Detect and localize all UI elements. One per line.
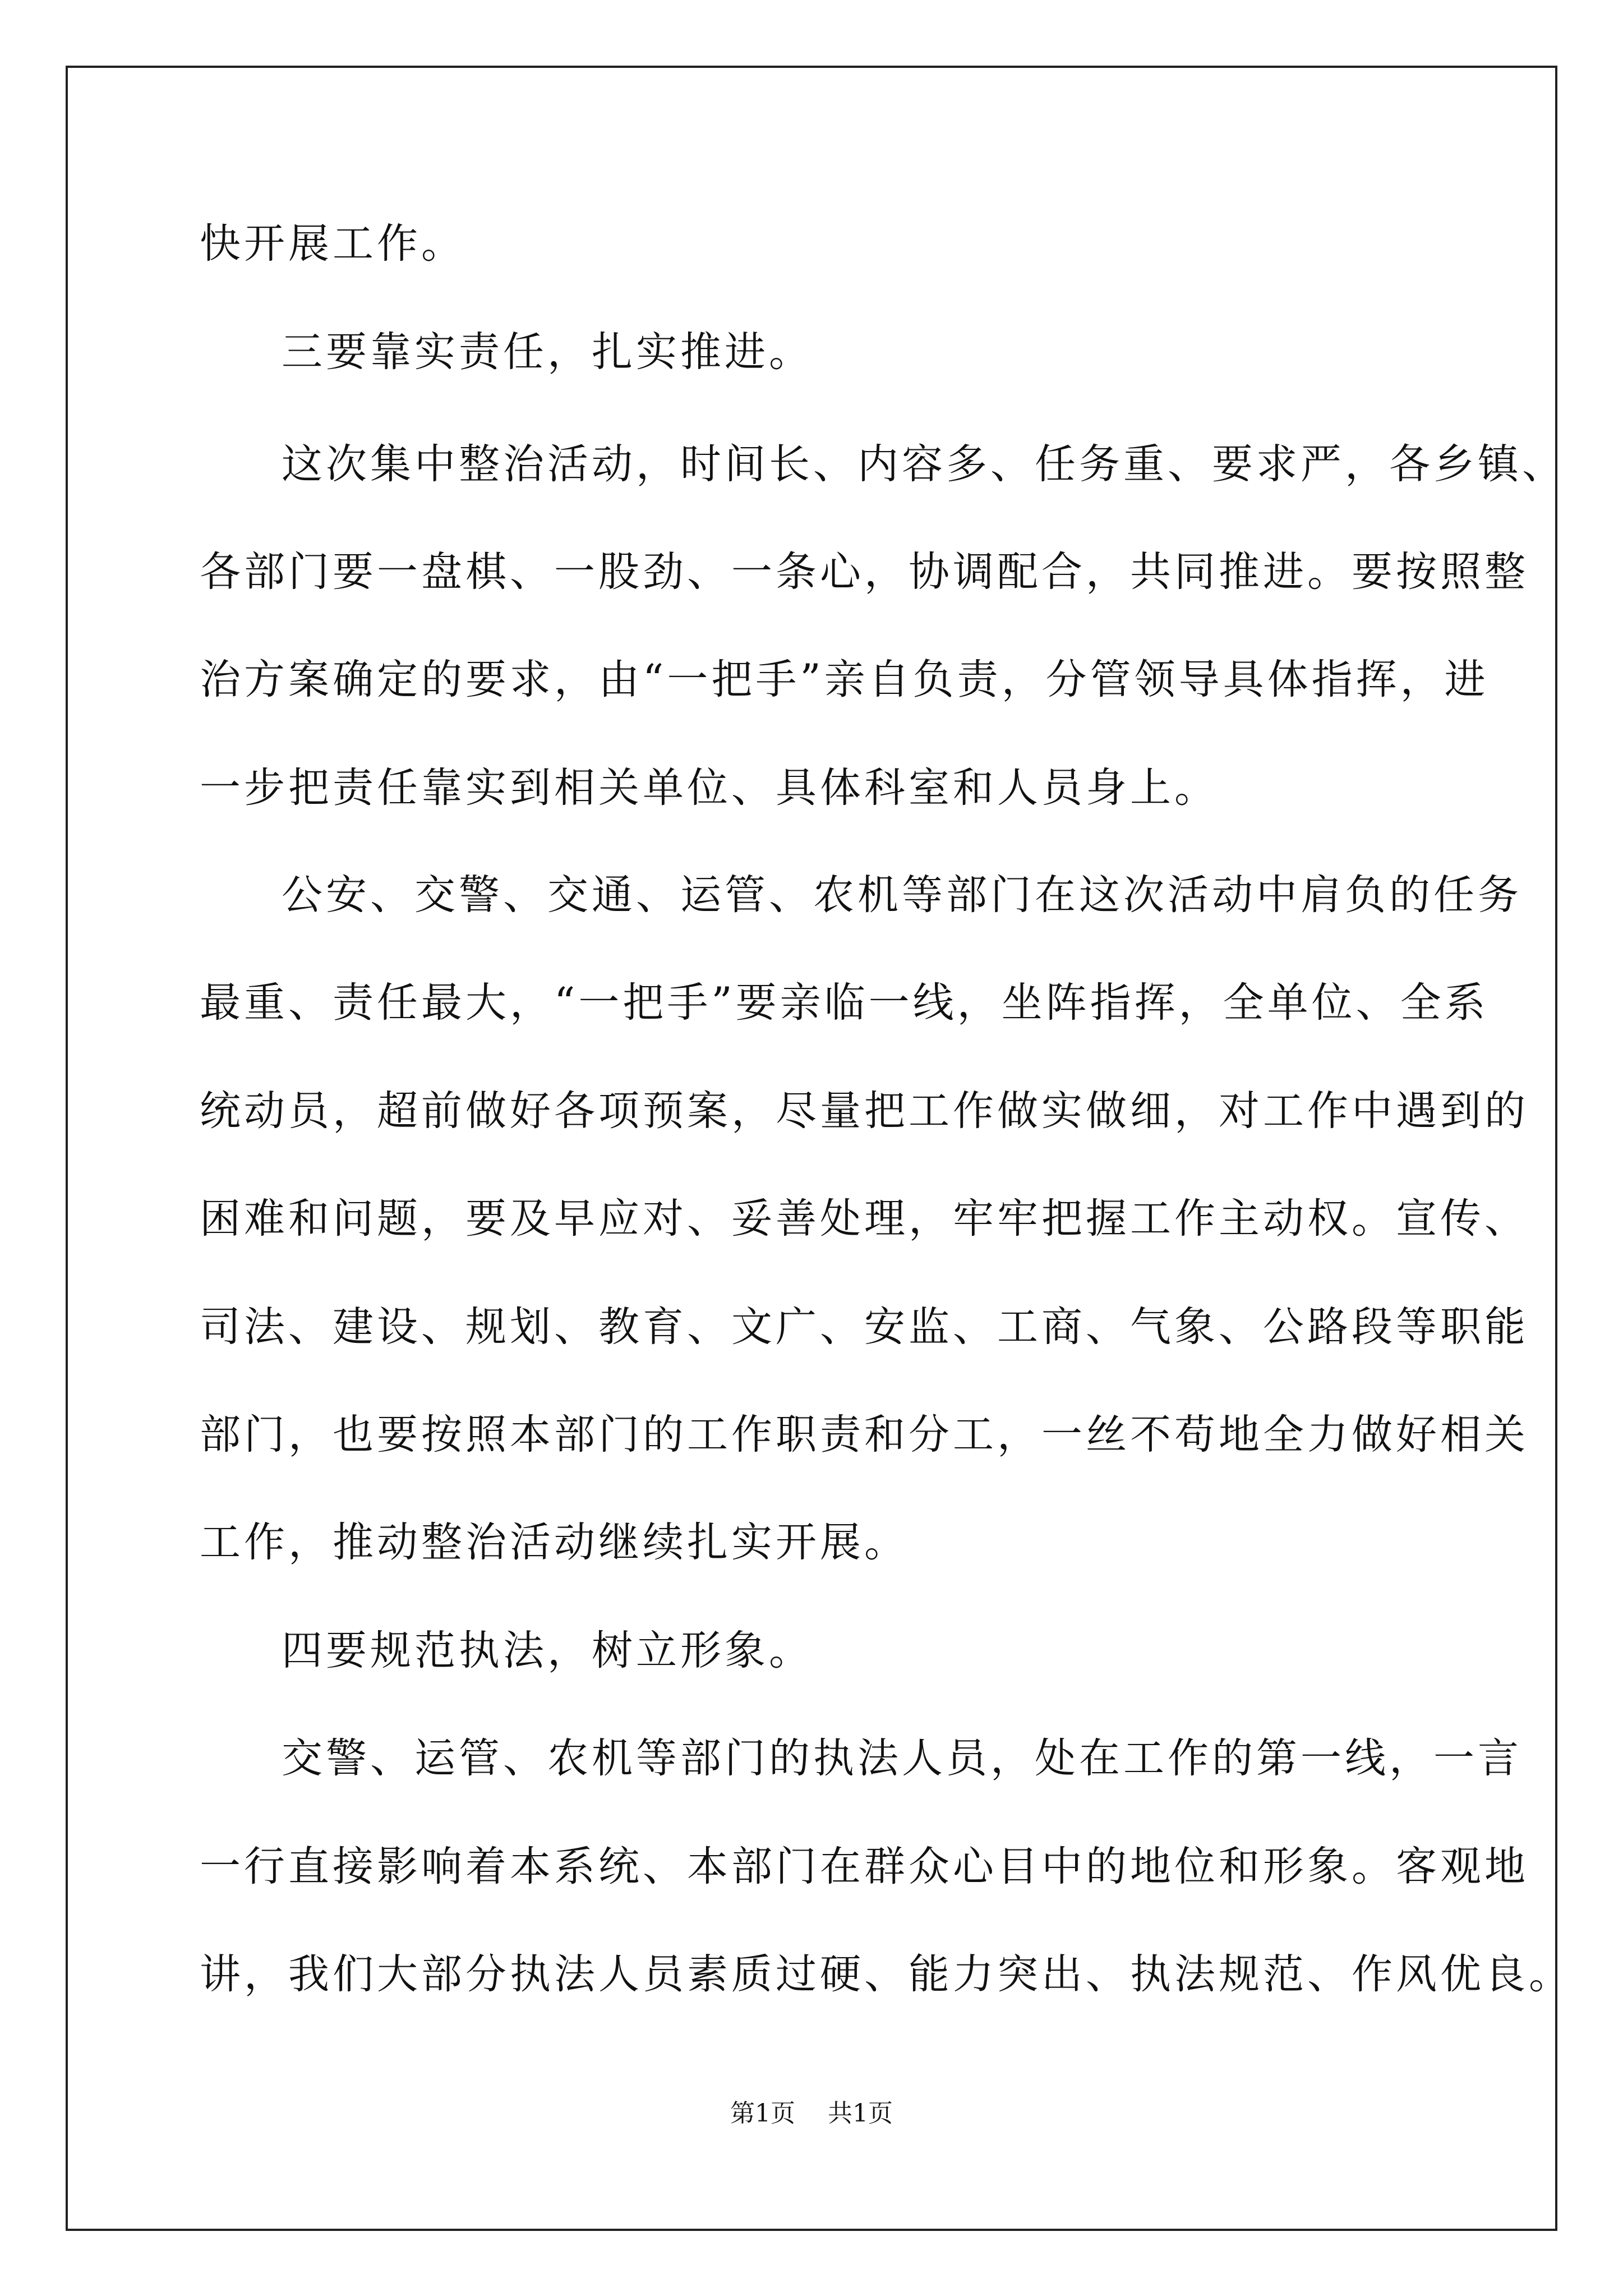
page-border: [66, 66, 1573, 2231]
text-line: 最重、责任最大，“一把手”要亲临一线，坐阵指挥，全单位、全系: [200, 979, 1489, 1027]
text-line: 治方案确定的要求，由“一把手”亲自负责，分管领导具体指挥，进: [200, 656, 1489, 703]
section-heading: 四要规范执法，树立形象。: [282, 1627, 813, 1674]
page-footer: [0, 2097, 1623, 2131]
text-line: 工作，推动整治活动继续扎实开展。: [200, 1519, 909, 1566]
text-line: 一行直接影响着本系统、本部门在群众心目中的地位和形象。客观地: [200, 1843, 1529, 1890]
section-heading: 三要靠实责任，扎实推进。: [282, 328, 813, 376]
text-line: 一步把责任靠实到相关单位、具体科室和人员身上。: [200, 764, 1219, 812]
page-total: 共1页: [828, 2099, 893, 2128]
text-line: 讲，我们大部分执法人员素质过硬、能力突出、执法规范、作风优良。: [200, 1950, 1573, 1998]
text-line: 困难和问题，要及早应对、妥善处理，牢牢把握工作主动权。宣传、: [200, 1195, 1529, 1243]
text-line: 各部门要一盘棋、一股劲、一条心，协调配合，共同推进。要按照整: [200, 548, 1529, 596]
text-line: 快开展工作。: [200, 220, 465, 268]
text-line: 交警、运管、农机等部门的执法人员，处在工作的第一线，一言: [282, 1734, 1522, 1782]
text-line: 统动员，超前做好各项预案，尽量把工作做实做细，对工作中遇到的: [200, 1087, 1529, 1135]
page-number: 第1页: [730, 2099, 795, 2128]
text-line: 部门，也要按照本部门的工作职责和分工，一丝不苟地全力做好相关: [200, 1411, 1529, 1458]
text-line: 这次集中整治活动，时间长、内容多、任务重、要求严，各乡镇、: [282, 440, 1566, 488]
text-line: 公安、交警、交通、运管、农机等部门在这次活动中肩负的任务: [282, 871, 1522, 919]
text-line: 司法、建设、规划、教育、文广、安监、工商、气象、公路段等职能: [200, 1303, 1529, 1351]
